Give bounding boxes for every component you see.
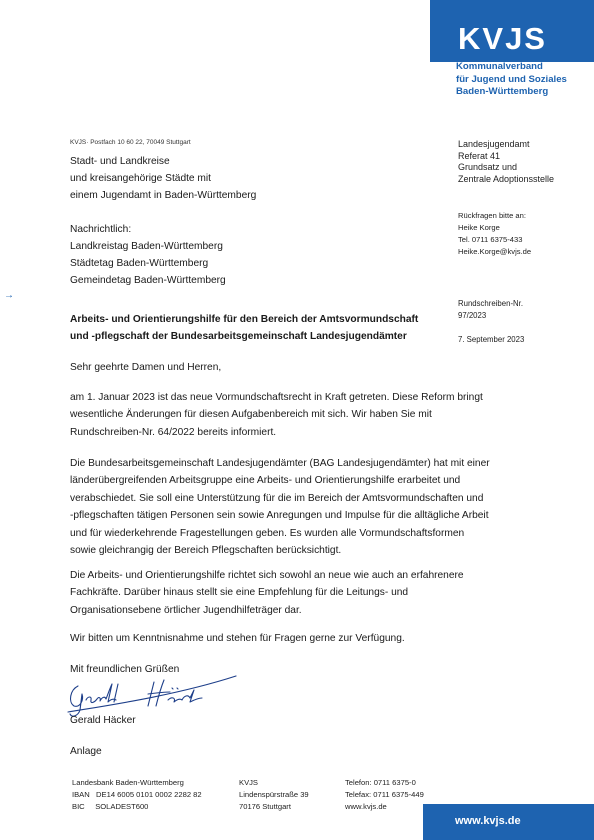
recipient-line: Gemeindetag Baden-Württemberg — [70, 275, 226, 286]
footer-bank — [72, 777, 202, 814]
contact-line: Tel. 0711 6375-433 — [458, 235, 523, 244]
footer-line: Telefax: 0711 6375-449 — [345, 790, 424, 800]
recipient-line: Landkreistag Baden-Württemberg — [70, 241, 223, 252]
paragraph — [70, 455, 490, 559]
footer-website-link[interactable]: www.kvjs.de — [345, 802, 387, 812]
closing: Mit freundlichen Grüßen — [70, 664, 180, 675]
paragraph-line: sowie gleichrangig der Bereich Pflegschaften berücksichtigt. — [70, 544, 342, 556]
recipient-line: Städtetag Baden-Württemberg — [70, 258, 209, 269]
recipient-line: und kreisangehörige Städte mit — [70, 173, 212, 184]
contact-block — [458, 210, 531, 258]
footer-address — [239, 777, 309, 814]
paragraph-line: und für wiederkehrende Fragestellungen geben. Es wurden alle Vormundschaftsformen — [70, 527, 465, 539]
footer-line: Landesbank Baden-Württemberg — [72, 778, 184, 787]
paragraph — [70, 389, 483, 441]
salutation: Sehr geehrte Damen und Herren, — [70, 362, 222, 373]
paragraph-line: Fachkräfte. Darüber hinaus stellt sie eine Empfehlung für die Leitungs- und — [70, 587, 409, 599]
paragraph-line: Rundschreiben-Nr. 64/2022 bereits informiert. — [70, 426, 277, 438]
recipient-block — [70, 153, 256, 289]
paragraph-line: verabschiedet. Sie soll eine Unterstützung für die im Bereich der Amtsvormundschaften und — [70, 492, 484, 504]
footer-line: 70176 Stuttgart — [239, 802, 291, 812]
footer-line: Lindenspürstraße 39 — [239, 790, 309, 800]
recipient-line — [70, 204, 256, 221]
contact-line: Rückfragen bitte an: — [458, 211, 526, 220]
subject — [70, 311, 418, 345]
department-line: Landesjugendamt — [458, 139, 530, 149]
paragraph-line: am 1. Januar 2023 ist das neue Vormundschaftsrecht in Kraft getreten. Diese Reform bringt — [70, 392, 483, 403]
paragraph-line: -pflegschaften tätigen Personen sein sowie Anregungen und Impulse für die alltägliche Arbeit — [70, 510, 489, 522]
contact-line: Heike Korge — [458, 223, 500, 232]
footer-line: Telefon: 0711 6375-0 — [345, 778, 416, 787]
footer-contact — [345, 777, 424, 814]
paragraph — [70, 567, 464, 619]
footer-web-badge-link[interactable]: www.kvjs.de — [455, 815, 521, 827]
subject-line: Arbeits- und Orientierungshilfe für den Bereich der Amtsvormundschaft — [70, 314, 419, 325]
attachment-label: Anlage — [70, 746, 102, 757]
fold-mark-arrow-icon: → — [4, 290, 14, 301]
paragraph-line: Die Arbeits- und Orientierungshilfe richtet sich sowohl an neue wie auch an erfahrenere — [70, 570, 464, 581]
logo-subtitle-line: für Jugend und Soziales — [456, 73, 567, 85]
logo-subtitle-line: Kommunalverband — [456, 61, 543, 72]
department-block — [458, 139, 554, 185]
recipient-line: einem Jugendamt in Baden-Württemberg — [70, 190, 257, 201]
rundschreiben-block — [458, 298, 523, 322]
footer-line: KVJS — [239, 778, 258, 787]
department-line: Referat 41 — [458, 150, 501, 161]
logo-subtitle — [456, 60, 567, 98]
rundschreiben-number: 97/2023 — [458, 311, 487, 320]
paragraph-line: wesentliche Änderungen für diesen Aufgabenbereich mit sich. Wir haben Sie mit — [70, 409, 432, 421]
footer-line: BIC SOLADEST600 — [72, 802, 149, 812]
department-line: Grundsatz und — [458, 162, 518, 172]
paragraph-line: länderübergreifenden Arbeitsgruppe eine Arbeits- und Orientierungshilfe erarbeitet und — [70, 475, 461, 487]
logo-subtitle-line: Baden-Württemberg — [456, 86, 549, 97]
paragraph — [70, 630, 405, 647]
signature-name: Gerald Häcker — [70, 715, 136, 726]
recipient-line: Stadt- und Landkreise — [70, 156, 170, 167]
paragraph-line: Organisationsebene örtlicher Jugendhilfeträger dar. — [70, 604, 302, 616]
department-line: Zentrale Adoptionsstelle — [458, 173, 555, 184]
footer-line: IBAN DE14 6005 0101 0002 2282 82 — [72, 790, 202, 800]
subject-line: und -pflegschaft der Bundesarbeitsgemeinschaft Landesjugendämter — [70, 331, 407, 342]
letter-date: 7. September 2023 — [458, 335, 525, 344]
contact-email[interactable]: Heike.Korge@kvjs.de — [458, 247, 532, 256]
logo-acronym: KVJS — [458, 21, 547, 56]
paragraph-line: Die Bundesarbeitsgemeinschaft Landesjugendämter (BAG Landesjugendämter) hat mit einer — [70, 458, 490, 469]
recipient-line: Nachrichtlich: — [70, 224, 132, 235]
paragraph-line: Wir bitten um Kenntnisnahme und stehen für Fragen gerne zur Verfügung. — [70, 633, 405, 644]
rundschreiben-label: Rundschreiben-Nr. — [458, 299, 524, 308]
sender-line: KVJS· Postfach 10 60 22, 70049 Stuttgart — [70, 139, 191, 146]
